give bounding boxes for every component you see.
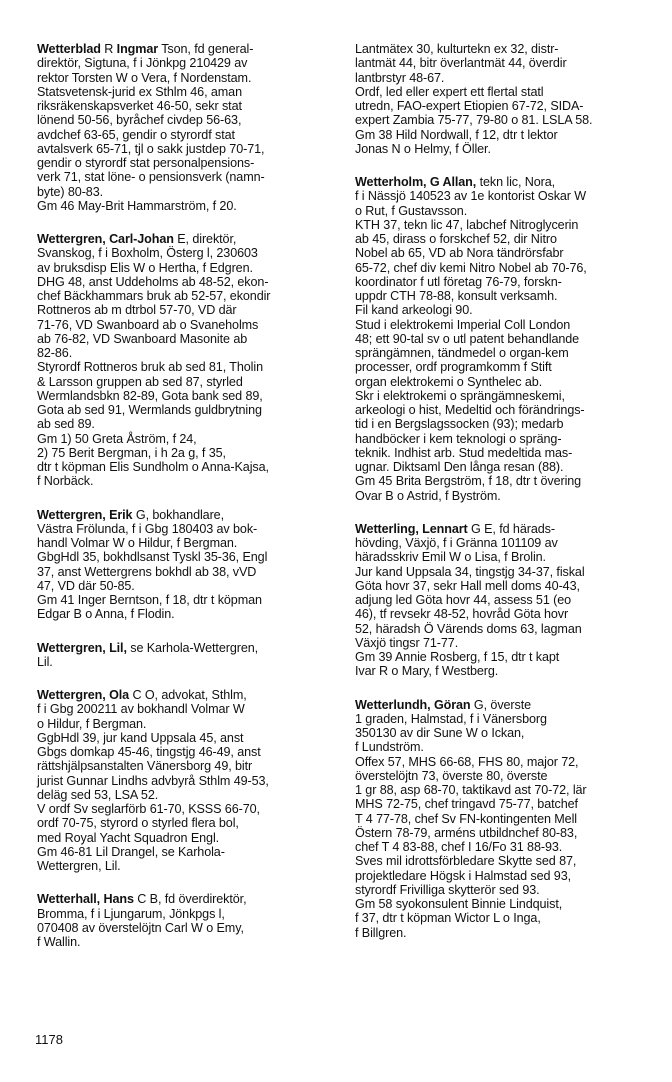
- entry-text-line: rektor Torsten W o Vera, f Nordenstam.: [37, 70, 252, 85]
- directory-entry: [37, 232, 330, 489]
- entry-text-line: uppdr CTH 78-88, konsult verksamh.: [355, 289, 558, 303]
- entry-text-line: Sves mil idrottsförbledare Skytte sed 87,: [355, 854, 577, 869]
- entry-text-line: Svanskog, f i Boxholm, Österg l, 230603: [37, 246, 258, 261]
- entry-text-line: expert Zambia 75-77, 79-80 o 81. LSLA 58.: [355, 113, 593, 128]
- entry-given-name: Göran: [433, 697, 471, 712]
- entry-surname: Wetterholm,: [355, 175, 427, 189]
- entry-text-line: Gm 41 Inger Berntson, f 18, dtr t köpman: [37, 593, 262, 607]
- entry-text-line: 71-76, VD Swanboard ab o Svaneholms: [37, 317, 259, 332]
- entry-text-line: 37, anst Wettergrens bokhdl ab 38, vVD: [37, 564, 257, 579]
- entry-text-line: byte) 80-83.: [37, 184, 104, 199]
- entry-text-line: Västra Frölunda, f i Gbg 180403 av bok-: [37, 521, 258, 536]
- entry-text-line: & Larsson gruppen ab sed 87, styrled: [37, 374, 243, 389]
- entry-text-line: Stud i elektrokemi Imperial Coll London: [355, 317, 571, 332]
- entry-text-line: Gota ab sed 91, Wermlands guldbrytning: [37, 403, 262, 417]
- entry-text-line: Styrordf Rottneros bruk ab sed 81, Tholin: [37, 360, 263, 375]
- entry-text-line: adjung led Göta hovr 44, assess 51 (eo: [355, 593, 572, 607]
- entry-text-line: ordf 70-75, styrord o styrled flera bol,: [37, 816, 239, 831]
- entry-text-line: med Royal Yacht Squadron Engl.: [37, 830, 220, 845]
- entry-text-line: lantbrstyr 48-67.: [355, 70, 445, 85]
- entry-text-line: av bruksdisp Elis W o Hertha, f Edgren.: [37, 260, 253, 275]
- directory-entry: [355, 175, 653, 503]
- entry-text-line: chef T 4 83-88, chef I 16/Fo 31 88-93.: [355, 840, 563, 854]
- entry-text-line: avdchef 63-65, gendir o styrordf stat: [37, 127, 235, 142]
- entry-text-line: MHS 72-75, chef tringavd 75-77, batchef: [355, 797, 578, 812]
- entry-first-line-text: C O, advokat, Sthlm,: [129, 688, 247, 702]
- entry-text-line: ab 45, dirass o forskchef 52, dir Nitro: [355, 232, 557, 246]
- entry-text-line: f Wallin.: [37, 935, 81, 949]
- entry-text-line: Offex 57, MHS 66-68, FHS 80, major 72,: [355, 754, 579, 769]
- entry-text-line: verk 71, stat löne- o pensionsverk (namn-: [37, 170, 265, 185]
- entry-text-line: o Rut, f Gustavsson.: [355, 203, 468, 218]
- entry-text-line: f Lundström.: [355, 740, 424, 755]
- entry-first-line: [37, 42, 330, 56]
- entry-text-line: chef Bäckhammars bruk ab 52-57, ekondir: [37, 289, 271, 303]
- entry-first-line: [37, 892, 330, 906]
- entry-text-line: Ovar B o Astrid, f Byström.: [355, 488, 501, 503]
- entry-first-line: [37, 508, 330, 522]
- entry-text-line: deläg sed 53, LSA 52.: [37, 787, 159, 802]
- entry-text-line: Rottneros ab m dtrbol 57-70, VD där: [37, 303, 237, 318]
- entry-given-name: Ingmar: [116, 42, 159, 56]
- directory-entry: [355, 522, 653, 679]
- entry-surname: Wettergren,: [37, 232, 106, 246]
- entry-surname: Wetterhall,: [37, 892, 101, 907]
- entry-text-line: jurist Gunnar Lindhs advbyrå Sthlm 49-53,: [37, 773, 269, 788]
- entry-text-line: Nobel ab 65, VD ab Nora tändrörsfabr: [355, 246, 564, 261]
- directory-entry: [37, 42, 330, 213]
- entry-text-line: T 4 77-78, chef Sv FN-kontingenten Mell: [355, 811, 577, 826]
- entry-surname: Wetterlundh,: [355, 697, 431, 712]
- entry-text-line: handböcker i kem teknologi o spräng-: [355, 431, 562, 446]
- entry-text-line: arkeologi o hist, Medeltid och förändrings-: [355, 403, 585, 417]
- entry-first-line-text: E, direktör,: [173, 232, 237, 246]
- entry-text-line: f 37, dtr t köpman Wictor L o Inga,: [355, 911, 541, 926]
- entry-text-line: Växjö tingsr 71-77.: [355, 635, 459, 650]
- entry-text-line: ugnar. Diktsaml Den långa resan (88).: [355, 460, 564, 474]
- directory-entry: [37, 641, 330, 670]
- entry-text-line: Gm 46-81 Lil Drangel, se Karhola-: [37, 844, 225, 859]
- entry-first-line: [355, 42, 653, 56]
- entry-text-line: Ordf, led eller expert ett flertal statl: [355, 84, 544, 99]
- entry-surname: Wetterling,: [355, 521, 419, 536]
- entry-text-line: Wermlandsbkn 82-89, Gota bank sed 89,: [37, 388, 263, 403]
- entry-first-line: [37, 688, 330, 702]
- entry-text-line: Östern 78-79, arméns utbildnchef 80-83,: [355, 825, 578, 840]
- entry-text-line: teknik. Indhist arb. Stud medeltida mas-: [355, 445, 573, 460]
- entry-text-line: Wettergren, Lil.: [37, 859, 121, 873]
- entry-given-name: Lennart: [422, 521, 468, 536]
- entry-text-line: Jonas N o Helmy, f Öller.: [355, 141, 491, 156]
- entry-text-line: KTH 37, tekn lic 47, labchef Nitroglycerin: [355, 217, 579, 232]
- entry-first-line: [355, 175, 653, 189]
- entry-text-line: Gm 58 syokonsulent Binnie Lindquist,: [355, 897, 563, 911]
- entry-text-line: avtalsverk 65-71, tjl o sakk justdep 70-71,: [37, 141, 265, 156]
- entry-text-line: Gm 45 Brita Bergström, f 18, dtr t övering: [355, 474, 582, 489]
- entry-text-line: Gm 46 May-Brit Hammarström, f 20.: [37, 198, 237, 213]
- entry-text-line: Gm 39 Annie Rosberg, f 15, dtr t kapt: [355, 650, 560, 664]
- entry-text-line: gendir o styrordf stat personalpensions-: [37, 156, 255, 170]
- entry-text-line: 1 graden, Halmstad, f i Vänersborg: [355, 711, 547, 726]
- entry-first-line-text: Tson, fd general-: [158, 42, 254, 56]
- entry-first-line-text: se Karhola-Wettergren,: [126, 640, 259, 655]
- directory-entry: [355, 698, 653, 940]
- entry-text-line: Edgar B o Anna, f Flodin.: [37, 607, 175, 622]
- entry-given-name: G Allan,: [429, 175, 477, 189]
- entry-text-line: 52, häradsh Ö Värends doms 63, lagman: [355, 621, 582, 636]
- entry-first-line: [37, 641, 330, 655]
- entry-initial: R: [104, 42, 114, 56]
- entry-text-line: ab 76-82, VD Swanboard Masonite ab: [37, 331, 248, 346]
- entry-surname: Wettergren,: [37, 688, 106, 702]
- directory-entry: [37, 688, 330, 873]
- entry-text-line: Lil.: [37, 654, 53, 669]
- entry-text-line: V ordf Sv seglarförb 61-70, KSSS 66-70,: [37, 802, 260, 816]
- entry-first-line: [355, 522, 653, 536]
- entry-text-line: 46), tf revsekr 48-52, hovråd Göta hovr: [355, 607, 569, 622]
- page-number: 1178: [35, 1032, 63, 1047]
- entry-text-line: f i Gbg 200211 av bokhandl Volmar W: [37, 702, 245, 717]
- entry-text-line: Gm 38 Hild Nordwall, f 12, dtr t lektor: [355, 127, 558, 142]
- entry-text-line: 82-86.: [37, 346, 73, 360]
- entry-first-line-text: Lantmätex 30, kulturtekn ex 32, distr-: [355, 42, 559, 56]
- entry-text-line: Gm 1) 50 Greta Åström, f 24,: [37, 431, 197, 446]
- entry-first-line: [355, 698, 653, 712]
- entry-text-line: 65-72, chef div kemi Nitro Nobel ab 70-76,: [355, 260, 587, 275]
- entry-text-line: GgbHdl 39, jur kand Uppsala 45, anst: [37, 730, 244, 745]
- entry-first-line-text: G, bokhandlare,: [132, 507, 224, 522]
- entry-text-line: ab sed 89.: [37, 417, 95, 432]
- directory-entry: [37, 508, 330, 622]
- entry-first-line-text: G E, fd härads-: [467, 521, 555, 536]
- entry-given-name: Ola: [109, 688, 130, 702]
- entry-text-line: handl Volmar W o Hildur, f Bergman.: [37, 536, 238, 550]
- entry-first-line-text: tekn lic, Nora,: [476, 175, 556, 189]
- entry-text-line: f Norbäck.: [37, 474, 94, 489]
- entry-text-line: Gbgs domkap 45-46, tingstjg 46-49, anst: [37, 745, 261, 759]
- entry-text-line: o Hildur, f Bergman.: [37, 716, 147, 731]
- entry-first-line-text: G, överste: [470, 697, 532, 712]
- entry-text-line: 47, VD där 50-85.: [37, 578, 135, 593]
- entry-text-line: organ elektrokemi o Synthelec ab.: [355, 374, 543, 389]
- entry-given-name: Carl-Johan: [109, 232, 174, 246]
- entry-text-line: rättshjälpsanstalten Vänersborg 49, bitr: [37, 759, 253, 774]
- left-column: [37, 42, 330, 968]
- entry-first-line-text: C B, fd överdirektör,: [133, 892, 247, 907]
- entry-text-line: hövding, Växjö, f i Gränna 101109 av: [355, 536, 558, 550]
- entry-text-line: styrordf Frivilliga skytterör sed 93.: [355, 882, 540, 897]
- entry-surname: Wetterblad: [37, 42, 101, 56]
- right-column: [355, 42, 653, 959]
- entry-given-name: Lil,: [109, 640, 127, 655]
- entry-text-line: Skr i elektrokemi o sprängämneskemi,: [355, 388, 565, 403]
- entry-surname: Wettergren,: [37, 507, 106, 522]
- entry-text-line: koordinator f utl företag 76-79, forskn-: [355, 274, 562, 289]
- entry-text-line: DHG 48, anst Uddeholms ab 48-52, ekon-: [37, 274, 269, 289]
- entry-text-line: 1 gr 88, asp 68-70, taktikavd ast 70-72, lär: [355, 783, 587, 797]
- entry-text-line: Statsvetensk-jurid ex Sthlm 46, aman: [37, 84, 242, 99]
- entry-text-line: överstelöjtn 73, överste 80, överste: [355, 768, 548, 783]
- entry-text-line: häradsskriv Emil W o Lisa, f Brolin.: [355, 550, 546, 565]
- entry-text-line: 350130 av dir Sune W o Ickan,: [355, 726, 525, 740]
- entry-first-line: [37, 232, 330, 246]
- entry-text-line: tid i en Bergslagssocken (93); medarb: [355, 417, 564, 432]
- entry-text-line: lönend 50-56, byråchef civdep 56-63,: [37, 113, 242, 128]
- entry-text-line: utredn, FAO-expert Etiopien 67-72, SIDA-: [355, 99, 584, 113]
- entry-text-line: lantmät 44, bitr överlantmät 44, överdir: [355, 56, 567, 71]
- entry-text-line: Göta hovr 37, sekr Hall mell doms 40-43,: [355, 578, 580, 593]
- entry-given-name: Hans: [103, 892, 134, 907]
- entry-text-line: 48; ett 90-tal sv o utl patent behandlande: [355, 331, 580, 346]
- entry-text-line: Ivar R o Mary, f Westberg.: [355, 664, 499, 679]
- directory-entry: [37, 892, 330, 949]
- entry-text-line: processer, ordf programkomm f Stift: [355, 360, 552, 375]
- entry-text-line: projektledare Högsk i Halmstad sed 93,: [355, 868, 572, 883]
- entry-text-line: Jur kand Uppsala 34, tingstjg 34-37, fiskal: [355, 564, 585, 579]
- entry-text-line: f i Nässjö 140523 av 1e kontorist Oskar W: [355, 189, 587, 204]
- entry-text-line: Fil kand arkeologi 90.: [355, 303, 473, 318]
- entry-text-line: riksräkenskapsverket 46-50, sekr stat: [37, 99, 242, 113]
- entry-given-name: Erik: [109, 507, 133, 522]
- directory-entry: [355, 42, 653, 156]
- entry-text-line: sprängämnen, tändmedel o organ-kem: [355, 346, 569, 360]
- entry-text-line: Bromma, f i Ljungarum, Jönkpgs l,: [37, 906, 225, 921]
- entry-text-line: direktör, Sigtuna, f i Jönkpg 210429 av: [37, 56, 248, 71]
- entry-text-line: dtr t köpman Elis Sundholm o Anna-Kajsa,: [37, 460, 269, 474]
- entry-text-line: f Billgren.: [355, 925, 407, 940]
- entry-text-line: 2) 75 Berit Bergman, i h 2a g, f 35,: [37, 445, 226, 460]
- entry-text-line: GbgHdl 35, bokhdlsanst Tyskl 35-36, Engl: [37, 550, 268, 565]
- entry-surname: Wettergren,: [37, 640, 106, 655]
- entry-text-line: 070408 av överstelöjtn Carl W o Emy,: [37, 920, 244, 935]
